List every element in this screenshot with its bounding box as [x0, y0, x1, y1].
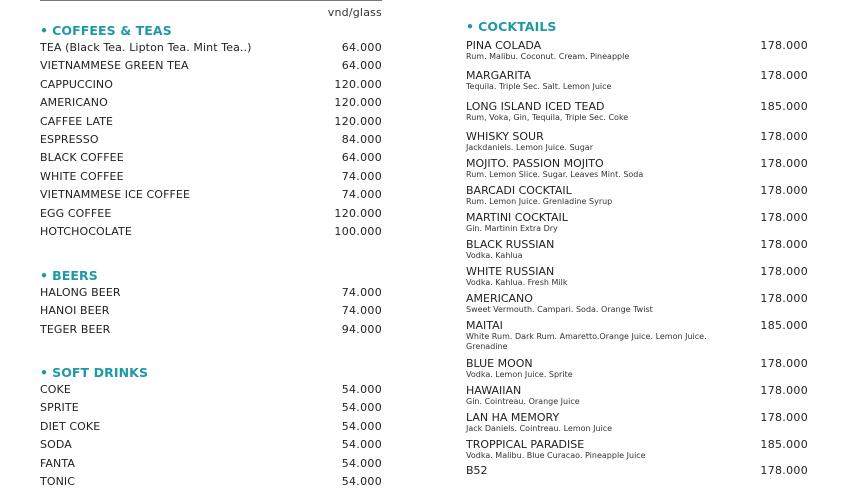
- item-ingredients: Vodka. Kahlua. Fresh Milk: [466, 278, 568, 287]
- item-ingredients: Vodka. Kahlua: [466, 251, 523, 260]
- item-price: 74.000: [341, 188, 382, 202]
- top-rule: [40, 0, 382, 1]
- item-ingredients: Rum. Malibu. Coconut. Cream. Pineapple: [466, 52, 630, 61]
- item-name: HALONG BEER: [40, 286, 121, 299]
- item-name: BLACK COFFEE: [40, 151, 124, 165]
- item-name: DIET COKE: [40, 419, 101, 433]
- item-price: 54.000: [341, 438, 382, 452]
- section-coffees-teas: [40, 21, 382, 241]
- section-title: COFFEES & TEAS: [52, 22, 172, 38]
- item-price: 54.000: [341, 401, 382, 415]
- item-name: CAPPUCCINO: [40, 77, 114, 91]
- item-name: WHISKY SOUR: [466, 130, 544, 143]
- cocktail-item: [466, 157, 808, 180]
- section-cocktails: [466, 17, 808, 36]
- cocktail-header: [466, 438, 808, 451]
- bullet-icon: •: [40, 364, 49, 380]
- section-heading: [466, 17, 808, 36]
- section-soft-drinks: [40, 363, 382, 491]
- menu-item: [40, 205, 382, 223]
- item-name: MARTINI COCKTAIL: [466, 211, 568, 224]
- item-price: 178.000: [760, 292, 808, 305]
- cocktail-item: [466, 411, 808, 434]
- cocktail-item: [466, 384, 808, 407]
- item-list: [40, 284, 382, 339]
- item-name: BLACK RUSSIAN: [466, 238, 555, 251]
- bullet-icon: •: [466, 19, 475, 34]
- cocktail-header: [466, 130, 808, 143]
- item-ingredients: Vodka. Lemon Juice. Sprite: [466, 370, 573, 379]
- item-price: 178.000: [760, 357, 808, 370]
- menu-item: [40, 436, 382, 454]
- menu-item: [40, 76, 382, 94]
- item-name: WHITE COFFEE: [40, 169, 124, 183]
- cocktail-header: [466, 292, 808, 305]
- section-title: COCKTAILS: [478, 19, 557, 34]
- item-ingredients: Vodka. Malibu. Blue Curacao. Pineapple Juice: [466, 451, 646, 460]
- item-price: 74.000: [341, 169, 382, 183]
- item-name: FANTA: [40, 456, 75, 470]
- bullet-icon: •: [40, 267, 49, 283]
- cocktail-header: [466, 464, 808, 477]
- item-name: COKE: [40, 383, 71, 396]
- item-name: TROPPICAL PARADISE: [466, 438, 585, 451]
- cocktail-header: [466, 157, 808, 170]
- menu-item: [40, 223, 382, 241]
- item-price: 185.000: [760, 438, 808, 451]
- item-price: 54.000: [341, 474, 382, 488]
- item-price: 178.000: [760, 411, 808, 424]
- item-name: HANOI BEER: [40, 304, 110, 318]
- item-price: 64.000: [341, 41, 382, 54]
- item-name: B52: [466, 464, 488, 477]
- item-price: 120.000: [334, 206, 382, 220]
- item-ingredients: Rum, Voka, Gin, Tequila, Triple Sec. Coke: [466, 113, 629, 122]
- item-price: 178.000: [760, 211, 808, 224]
- cocktail-item: [466, 238, 808, 261]
- item-price: 178.000: [760, 69, 808, 82]
- item-price: 178.000: [760, 464, 808, 477]
- cocktail-item: [466, 39, 808, 62]
- item-price: 178.000: [760, 265, 808, 278]
- item-name: VIETNAMMESE ICE COFFEE: [40, 188, 191, 202]
- menu-item: [40, 284, 382, 302]
- item-price: 178.000: [760, 157, 808, 170]
- section-heading: [40, 266, 382, 284]
- cocktail-header: [466, 39, 808, 52]
- item-price: 84.000: [341, 132, 382, 146]
- cocktail-item: [466, 319, 808, 352]
- item-list: [40, 39, 382, 241]
- item-name: MAITAI: [466, 319, 503, 332]
- item-ingredients: Gin. Cointreau. Orange Juice: [466, 397, 580, 406]
- item-name: MARGARITA: [466, 69, 531, 82]
- item-price: 178.000: [760, 39, 808, 52]
- cocktail-header: [466, 411, 808, 424]
- cocktail-header: [466, 238, 808, 251]
- unit-label: vnd/glass: [327, 6, 382, 19]
- item-name: CAFFEE LATE: [40, 114, 114, 128]
- item-name: HOTCHOCOLATE: [40, 224, 132, 238]
- item-price: 54.000: [341, 456, 382, 470]
- item-price: 120.000: [334, 77, 382, 91]
- cocktail-item: [466, 69, 808, 92]
- item-name: HAWAIIAN: [466, 384, 522, 397]
- cocktail-header: [466, 184, 808, 197]
- item-name: BLUE MOON: [466, 357, 533, 370]
- cocktail-header: [466, 319, 808, 332]
- item-ingredients: Tequila. Triple Sec. Salt. Lemon Juice: [466, 82, 612, 91]
- menu-item: [40, 131, 382, 149]
- item-name: WHITE RUSSIAN: [466, 265, 555, 278]
- item-name: LONG ISLAND ICED TEAD: [466, 100, 605, 113]
- item-ingredients: Sweet Vermouth. Campari. Soda. Orange Twist: [466, 305, 653, 314]
- cocktail-item: [466, 292, 808, 315]
- item-price: 94.000: [341, 322, 382, 336]
- item-price: 120.000: [334, 96, 382, 110]
- item-price: 64.000: [341, 59, 382, 73]
- item-price: 178.000: [760, 384, 808, 397]
- item-price: 100.000: [334, 224, 382, 238]
- cocktail-item: [466, 438, 808, 461]
- item-name: TEGER BEER: [40, 322, 111, 336]
- item-price: 54.000: [341, 383, 382, 396]
- menu-item: [40, 39, 382, 57]
- item-ingredients: Rum. Lemon Juice. Grenladine Syrup: [466, 197, 613, 206]
- item-name: EGG COFFEE: [40, 206, 112, 220]
- cocktail-item: [466, 265, 808, 288]
- menu-item: [40, 57, 382, 75]
- item-name: TEA (Black Tea. Lipton Tea. Mint Tea..): [40, 41, 252, 54]
- menu-item: [40, 168, 382, 186]
- item-name: MOJITO. PASSION MOJITO: [466, 157, 604, 170]
- item-price: 178.000: [760, 130, 808, 143]
- section-heading: [40, 21, 382, 39]
- bullet-icon: •: [40, 22, 49, 38]
- item-name: SPRITE: [40, 401, 79, 415]
- cocktail-header: [466, 69, 808, 82]
- item-price: 120.000: [334, 114, 382, 128]
- cocktail-item: [466, 100, 808, 123]
- section-title: BEERS: [52, 267, 98, 283]
- menu-item: [40, 113, 382, 131]
- item-price: 185.000: [760, 100, 808, 113]
- menu-item: [40, 473, 382, 491]
- menu-item: [40, 399, 382, 417]
- section-heading: [40, 363, 382, 381]
- item-price: 74.000: [341, 304, 382, 318]
- menu-item: [40, 94, 382, 112]
- item-name: TONIC: [40, 474, 76, 488]
- cocktail-item: [466, 464, 808, 477]
- cocktail-header: [466, 265, 808, 278]
- item-ingredients: White Rum. Dark Rum. Amaretto.Orange Juice. Lemon Juice. Grenadine: [466, 332, 707, 351]
- section-beers: [40, 266, 382, 339]
- cocktail-header: [466, 211, 808, 224]
- cocktail-header: [466, 357, 808, 370]
- item-price: 178.000: [760, 184, 808, 197]
- item-name: AMERICANO: [40, 96, 108, 110]
- item-name: ESPRESSO: [40, 132, 99, 146]
- cocktail-item: [466, 184, 808, 207]
- item-price: 178.000: [760, 238, 808, 251]
- cocktail-header: [466, 100, 808, 113]
- menu-item: [40, 381, 382, 399]
- item-ingredients: Jackdaniels. Lemon Juice. Sugar: [466, 143, 593, 152]
- item-ingredients: Jack Daniels. Cointreau. Lemon Juice: [466, 424, 613, 433]
- item-ingredients: Gin. Martinin Extra Dry: [466, 224, 558, 233]
- cocktail-item: [466, 357, 808, 380]
- menu-item: [40, 149, 382, 167]
- menu-item: [40, 321, 382, 339]
- cocktail-item: [466, 130, 808, 153]
- item-ingredients: Rum. Lemon Slice. Sugar. Leaves Mint. Soda: [466, 170, 644, 179]
- cocktail-header: [466, 384, 808, 397]
- item-price: 74.000: [341, 286, 382, 299]
- item-price: 185.000: [760, 319, 808, 332]
- menu-item: [40, 186, 382, 204]
- item-price: 64.000: [341, 151, 382, 165]
- item-list: [40, 381, 382, 491]
- section-title: SOFT DRINKS: [52, 364, 149, 380]
- cocktail-item: [466, 211, 808, 234]
- menu-item: [40, 302, 382, 320]
- menu-item: [40, 418, 382, 436]
- item-name: LAN HA MEMORY: [466, 411, 560, 424]
- item-name: SODA: [40, 438, 72, 452]
- menu-item: [40, 455, 382, 473]
- item-name: BARCADI COCKTAIL: [466, 184, 572, 197]
- item-price: 54.000: [341, 419, 382, 433]
- item-name: VIETNAMMESE GREEN TEA: [40, 59, 189, 73]
- item-name: PINA COLADA: [466, 39, 542, 52]
- item-name: AMERICANO: [466, 292, 533, 305]
